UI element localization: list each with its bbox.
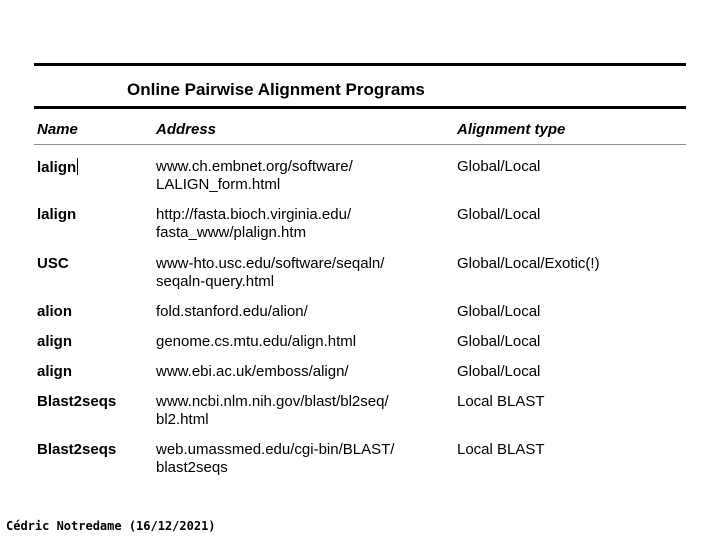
column-header-address: Address <box>156 121 217 138</box>
page-title: Online Pairwise Alignment Programs <box>127 80 425 99</box>
program-address <box>156 333 356 351</box>
address-line-2: fasta_www/plalign.htm <box>156 224 307 241</box>
program-address <box>156 158 353 194</box>
program-name: lalign <box>37 206 77 223</box>
alignment-type: Global/Local <box>457 333 541 350</box>
alignment-type: Global/Local <box>457 363 541 380</box>
address-line-2: blast2seqs <box>156 459 228 476</box>
program-name: Blast2seqs <box>37 393 117 410</box>
address-line-1: http://fasta.bioch.virginia.edu/ <box>156 206 352 223</box>
alignment-type: Global/Local <box>457 206 541 223</box>
program-name: USC <box>37 255 69 272</box>
table-row <box>0 206 720 246</box>
table-row <box>0 158 720 198</box>
text-cursor <box>77 158 78 175</box>
author-credit: Cédric Notredame (16/12/2021) <box>6 519 216 533</box>
address-line-2: LALIGN_form.html <box>156 176 281 193</box>
address-line-1: www.ebi.ac.uk/emboss/align/ <box>156 363 349 380</box>
program-name: lalign <box>37 159 77 176</box>
program-address <box>156 441 394 477</box>
address-line-1: web.umassmed.edu/cgi-bin/BLAST/ <box>156 441 395 458</box>
alignment-type: Local BLAST <box>457 393 545 410</box>
program-address <box>156 255 384 291</box>
program-name: alion <box>37 303 73 320</box>
program-address <box>156 363 349 381</box>
alignment-type: Global/Local/Exotic(!) <box>457 255 600 272</box>
alignment-type: Global/Local <box>457 158 541 175</box>
address-line-1: fold.stanford.edu/alion/ <box>156 303 308 320</box>
program-name: align <box>37 363 73 380</box>
alignment-type: Global/Local <box>457 303 541 320</box>
table-top-rule <box>34 63 686 66</box>
address-line-1: www.ch.embnet.org/software/ <box>156 158 353 175</box>
program-address <box>156 303 308 321</box>
program-name: Blast2seqs <box>37 441 117 458</box>
column-header-alignment-type: Alignment type <box>457 121 566 138</box>
address-line-2: seqaln-query.html <box>156 273 275 290</box>
program-address <box>156 206 351 242</box>
table-row <box>0 255 720 295</box>
program-address <box>156 393 389 429</box>
title-divider-rule <box>34 106 686 109</box>
alignment-type: Local BLAST <box>457 441 545 458</box>
address-line-2: bl2.html <box>156 411 209 428</box>
address-line-1: genome.cs.mtu.edu/align.html <box>156 333 357 350</box>
column-header-name: Name <box>37 121 78 138</box>
table-row <box>0 393 720 433</box>
program-name: align <box>37 333 73 350</box>
address-line-1: www-hto.usc.edu/software/seqaln/ <box>156 255 385 272</box>
table-row <box>0 441 720 481</box>
header-divider-rule <box>34 144 686 145</box>
address-line-1: www.ncbi.nlm.nih.gov/blast/bl2seq/ <box>156 393 389 410</box>
